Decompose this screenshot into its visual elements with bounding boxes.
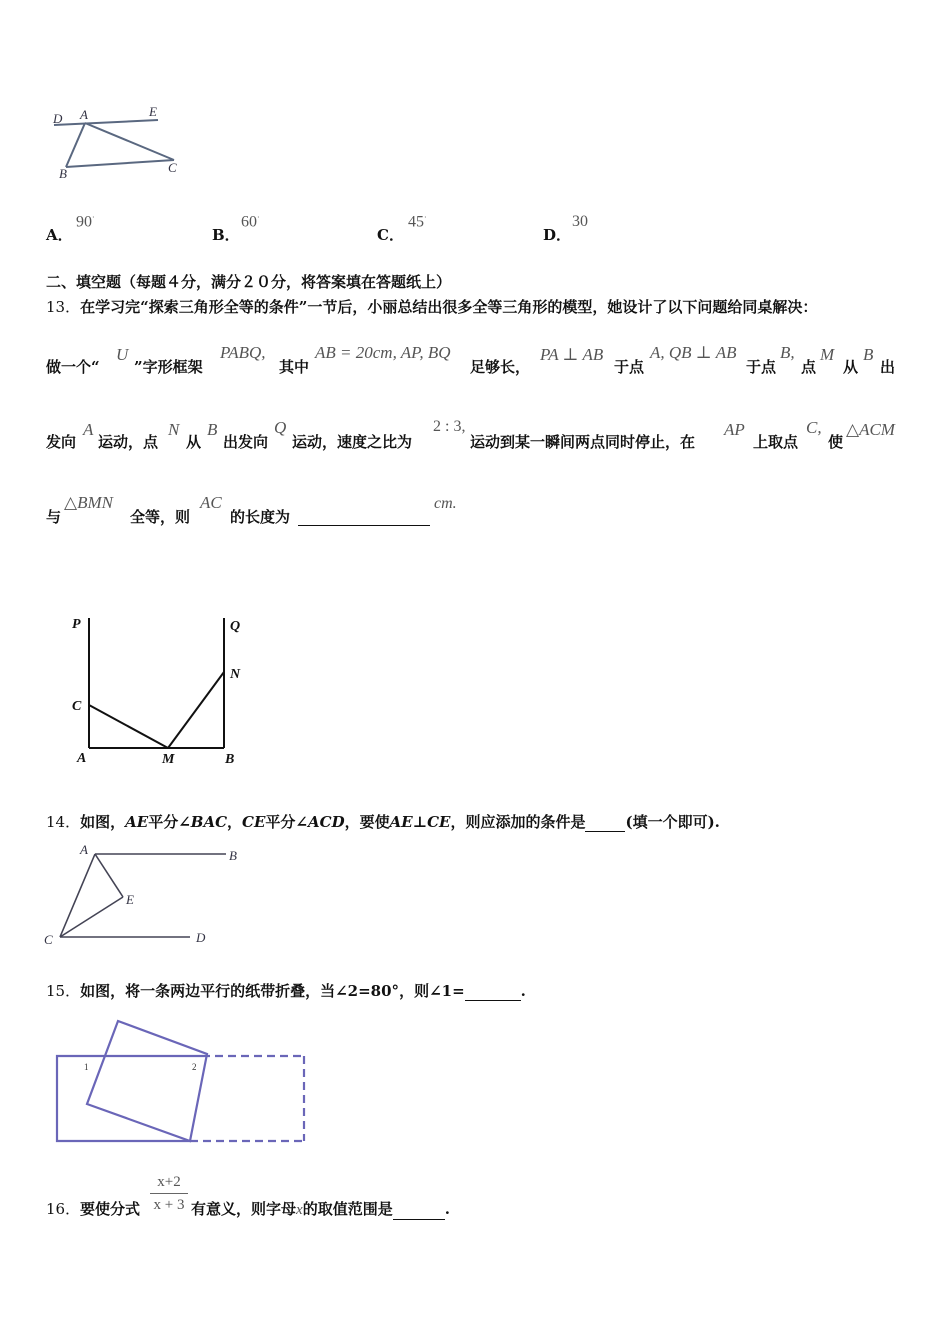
q15-paper-strip-figure <box>52 1015 322 1155</box>
label-q: Q <box>230 619 241 634</box>
label-d: D <box>53 111 63 126</box>
q13-l2-m-ratio: 2 : 3, <box>433 418 466 435</box>
segment-ae <box>95 854 123 897</box>
q13-l1-t2: ”字形框架 <box>134 358 203 376</box>
q13-l1-t5: 于点 <box>614 358 645 376</box>
label-e: E <box>149 104 157 119</box>
q13-l2-m-b: B <box>207 420 218 439</box>
label-m: M <box>162 752 175 767</box>
q13-l1-t7: 点 <box>801 358 817 376</box>
q13-l1-m-ab: AB = 20cm, AP, BQ <box>315 343 451 362</box>
angle-2-label: 2 <box>192 1062 197 1072</box>
q13-l2-m-a: A <box>83 420 94 439</box>
q13-answer-blank[interactable] <box>298 505 430 526</box>
label-c: C <box>168 160 177 175</box>
q13-number: 13． <box>46 298 81 316</box>
option-c-value-text: 45 <box>408 213 424 231</box>
segment-mn <box>168 672 224 748</box>
label-c: C <box>72 699 82 714</box>
label-d: D <box>196 930 206 945</box>
q13-l2-t5: 运动，速度之比为 <box>292 433 413 451</box>
q14-bac: BAC <box>190 813 228 831</box>
q13-l1-t4: 足够长， <box>470 358 531 376</box>
q13-l1-t9: 出 <box>880 358 896 376</box>
q13-l1-m-m: M <box>820 345 835 364</box>
q14-t4: 平分∠ <box>265 813 308 831</box>
q15-number: 15． <box>46 982 81 1000</box>
q16-x: x <box>296 1202 303 1218</box>
q16-denominator: x + 3 <box>153 1197 185 1213</box>
q13-intro: 在学习完“探索三角形全等的条件”一节后，小丽总结出很多全等三角形的模型，她设计了以下问题给同桌解决： <box>80 298 818 316</box>
q13-l2-t6: 运动到某一瞬间两点同时停止，在 <box>470 433 696 451</box>
q13-l1-t8: 从 <box>843 358 859 376</box>
option-a-letter[interactable]: A． <box>46 226 73 244</box>
q15-answer-blank[interactable] <box>465 984 521 1001</box>
q16-fraction <box>150 1172 188 1215</box>
q12-triangle-figure <box>40 100 240 190</box>
section-heading: 二、填空题（每题４分，满分２０分，将答案填在答题纸上） <box>46 273 452 291</box>
label-b: B <box>229 848 237 863</box>
q14-t6: ，则应添加的条件是 <box>450 813 586 831</box>
segment-ac <box>60 854 95 937</box>
label-b: B <box>225 752 235 767</box>
label-p: P <box>72 617 81 632</box>
option-d-value: 30 <box>572 213 588 230</box>
q13-l2-t4: 出发向 <box>223 433 269 451</box>
q14-number: 14． <box>46 813 81 831</box>
q13-l2-t8: 使 <box>828 433 844 451</box>
q13-l1-t1: 做一个“ <box>46 358 100 376</box>
segment-cm <box>89 705 168 748</box>
option-c-value: 45· <box>408 213 427 231</box>
q14-ae: AE <box>125 813 149 831</box>
q16-text-rest <box>191 1199 450 1220</box>
q15-t1: 如图，将一条两边平行的纸带折叠，当∠ <box>80 982 348 1000</box>
q14-text-line <box>46 812 720 832</box>
q15-one: 1= <box>441 982 465 1000</box>
segment-ce <box>60 897 123 937</box>
label-a: A <box>80 842 88 857</box>
option-a-value: 90· <box>76 213 95 231</box>
q13-l3-t1: 与 <box>46 508 62 526</box>
q13-l3-m-cm: cm. <box>434 495 457 512</box>
fraction-bar <box>150 1193 188 1194</box>
q13-u-frame-figure <box>68 610 268 770</box>
q15-two: 2=80° <box>347 982 400 1000</box>
label-n: N <box>230 667 241 682</box>
q15-t2: ，则∠ <box>399 982 442 1000</box>
q13-l2-m-c: C, <box>806 418 822 437</box>
q13-intro-line <box>46 297 817 317</box>
q14-t2: 平分∠ <box>148 813 191 831</box>
q13-l3-t2: 全等，则 <box>130 508 191 526</box>
q13-l2-m-acm: △ACM <box>846 420 895 439</box>
label-b: B <box>59 166 67 181</box>
strip-solid-left <box>57 1056 190 1141</box>
option-c-letter[interactable]: C． <box>377 226 404 244</box>
q13-l1-m-pa: PA ⊥ AB <box>540 345 604 364</box>
q13-l1-m-u: U <box>116 345 129 364</box>
q16-t1: 要使分式 <box>80 1200 141 1218</box>
q13-l1-m-pabq: PABQ, <box>220 343 266 362</box>
q13-l2-t2: 运动，点 <box>98 433 159 451</box>
q14-answer-blank[interactable] <box>585 815 625 832</box>
q13-l2-m-ap: AP <box>724 420 745 439</box>
q16-t4: . <box>444 1200 450 1218</box>
q14-t7: (填一个即可). <box>625 813 720 831</box>
option-b-letter[interactable]: B． <box>212 226 240 244</box>
q14-t5: ，要使 <box>344 813 390 831</box>
segment-bc <box>66 160 174 167</box>
q13-l1-m-a: A, QB ⊥ AB <box>650 343 737 362</box>
option-b-value-text: 60 <box>241 213 257 231</box>
q13-l2-t3: 从 <box>186 433 202 451</box>
q14-ae2: AE <box>389 813 413 831</box>
line-de <box>54 120 158 125</box>
q16-answer-blank[interactable] <box>393 1203 445 1220</box>
q14-figure <box>40 840 250 950</box>
segment-ac <box>85 123 174 160</box>
q13-l1-t6: 于点 <box>746 358 777 376</box>
label-c: C <box>44 932 53 947</box>
q13-l2-m-n: N <box>168 420 180 439</box>
q13-l1-t3: 其中 <box>279 358 310 376</box>
q16-numerator: x+2 <box>157 1174 181 1190</box>
option-d-letter[interactable]: D． <box>543 226 572 244</box>
q13-l3-t3: 的长度为 <box>230 508 291 526</box>
q16-number: 16． <box>46 1200 81 1218</box>
label-e: E <box>126 892 134 907</box>
label-a: A <box>77 751 87 766</box>
q14-t3: ， <box>227 813 243 831</box>
q15-text-line <box>46 981 526 1001</box>
q15-t3: . <box>520 982 526 1000</box>
q13-l1-m-b2: B <box>863 345 874 364</box>
label-a: A <box>80 107 88 122</box>
q13-l1-m-b: B, <box>780 343 795 362</box>
q13-l2-t1: 发向 <box>46 433 77 451</box>
q14-t1: 如图， <box>80 813 126 831</box>
segment-ab <box>66 123 85 167</box>
folded-flap <box>87 1021 207 1141</box>
q14-acd: ACD <box>308 813 345 831</box>
q14-perp: ⊥ <box>412 813 428 831</box>
q14-ce: CE <box>242 813 266 831</box>
angle-1-label: 1 <box>84 1062 89 1072</box>
q13-l2-t7: 上取点 <box>753 433 799 451</box>
q13-l2-m-q: Q <box>274 418 287 437</box>
q14-ce2: CE <box>427 813 451 831</box>
option-b-value: 60· <box>241 213 260 231</box>
q16-t2: 有意义，则字母 <box>191 1200 297 1218</box>
q13-l3-m-bmn: △BMN <box>64 493 113 512</box>
q13-l3-m-ac: AC <box>200 493 222 512</box>
q16-t3: 的取值范围是 <box>302 1200 393 1218</box>
option-a-value-text: 90 <box>76 213 92 231</box>
